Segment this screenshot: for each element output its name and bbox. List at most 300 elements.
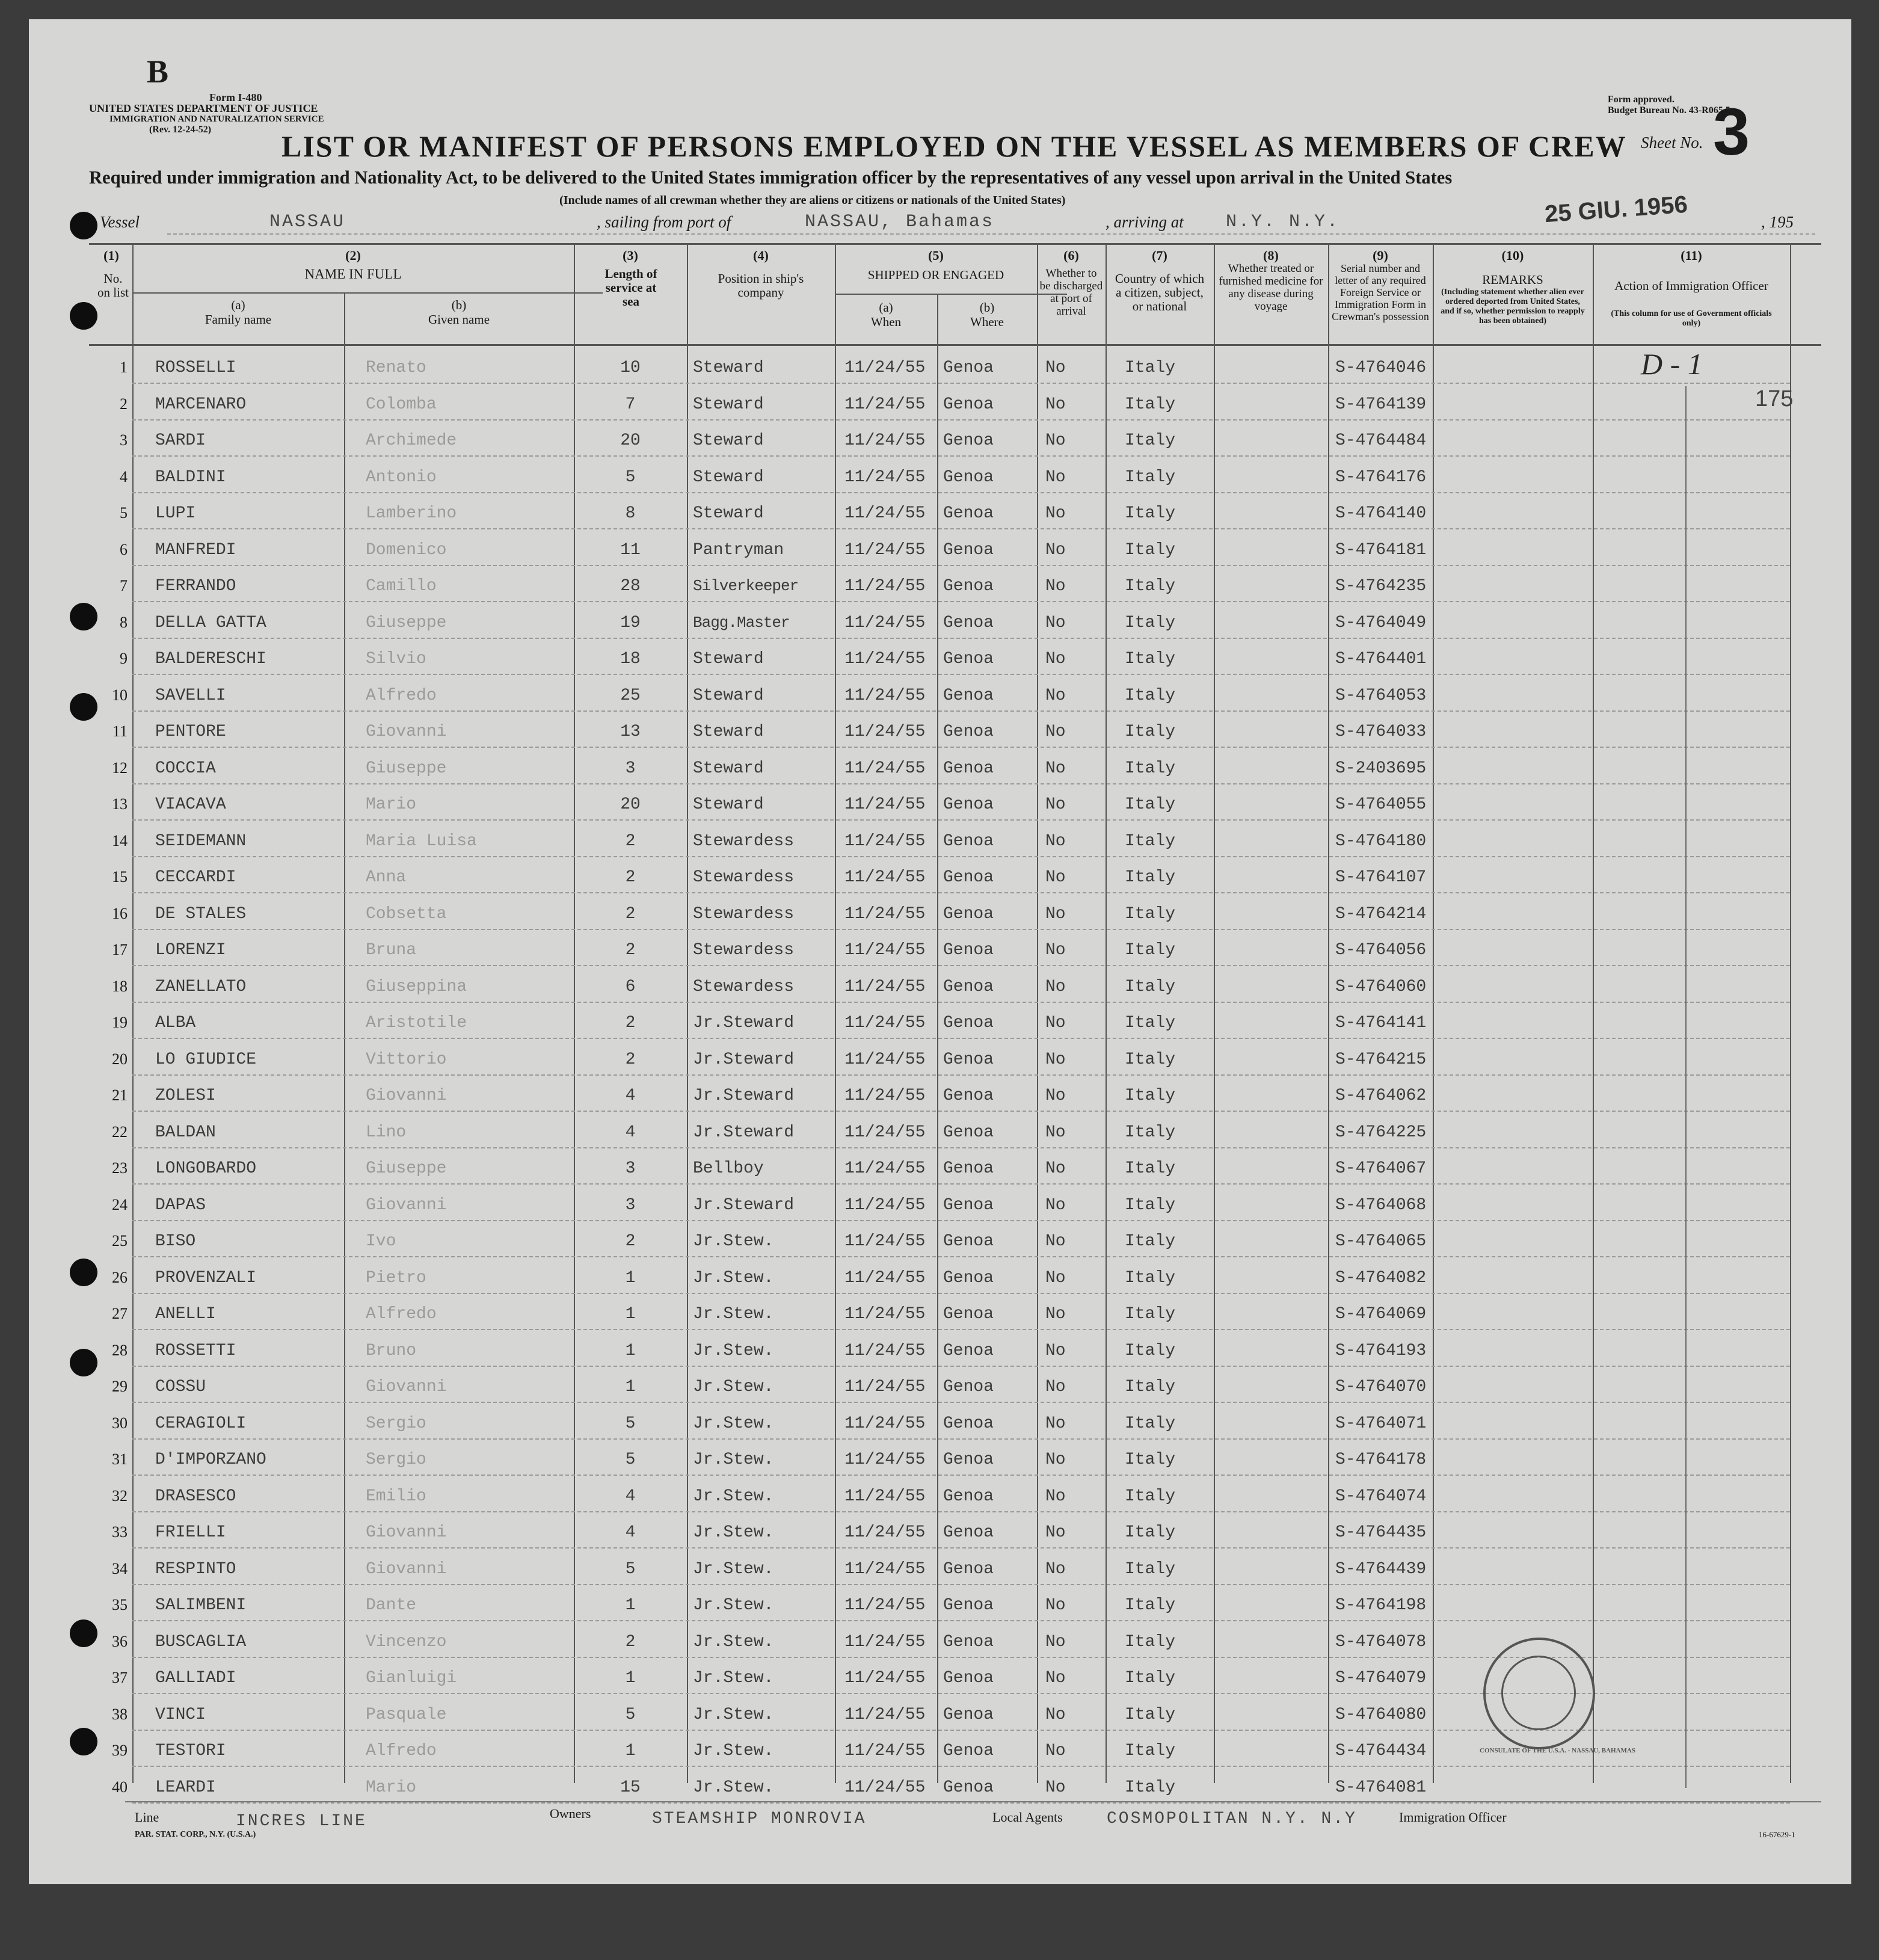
row-number: 37	[112, 1669, 128, 1686]
shipped-when: 11/24/55	[844, 577, 926, 596]
given-name: Cobsetta	[366, 904, 447, 923]
shipped-where: Genoa	[943, 1450, 994, 1469]
row-rule	[132, 1183, 1790, 1185]
family-name: ROSSETTI	[155, 1341, 236, 1360]
given-name: Alfredo	[366, 1305, 437, 1324]
country: Italy	[1125, 1378, 1176, 1396]
col-2b-header: Given name	[428, 312, 490, 327]
shipped-where: Genoa	[943, 904, 994, 923]
shipped-when: 11/24/55	[844, 1414, 926, 1433]
row-rule	[132, 674, 1790, 675]
shipped-where: Genoa	[943, 1705, 994, 1724]
serial-number: S-4764484	[1335, 431, 1427, 450]
shipped-when: 11/24/55	[844, 1778, 926, 1797]
row-number: 2	[120, 395, 128, 413]
service-length: 5	[625, 1414, 636, 1433]
department: UNITED STATES DEPARTMENT OF JUSTICE	[89, 102, 318, 114]
printer-line: PAR. STAT. CORP., N.Y. (U.S.A.)	[135, 1830, 256, 1839]
serial-number: S-4764193	[1335, 1341, 1427, 1360]
shipped-when: 11/24/55	[844, 1742, 926, 1760]
discharge: No	[1045, 1086, 1066, 1105]
position: Jr.Stew.	[693, 1450, 774, 1469]
discharge: No	[1045, 1305, 1066, 1324]
discharge: No	[1045, 941, 1066, 960]
discharge: No	[1045, 1014, 1066, 1032]
position: Steward	[693, 467, 764, 487]
punch-hole	[70, 302, 97, 330]
row-rule	[132, 1584, 1790, 1585]
position: Jr.Stew.	[693, 1341, 774, 1360]
discharge: No	[1045, 1742, 1066, 1760]
shipped-where: Genoa	[943, 1414, 994, 1433]
service-length: 8	[625, 504, 636, 523]
sheet-number-label: Sheet No.	[1641, 134, 1703, 152]
officer-label: Immigration Officer	[1399, 1810, 1507, 1825]
country: Italy	[1125, 540, 1176, 559]
serial-number: S-2403695	[1335, 759, 1427, 778]
shipped-where: Genoa	[943, 977, 994, 996]
shipped-when: 11/24/55	[844, 977, 926, 996]
row-rule	[132, 819, 1790, 821]
row-number: 1	[120, 359, 128, 376]
shipped-when: 11/24/55	[844, 1632, 926, 1651]
shipped-where: Genoa	[943, 795, 994, 814]
position: Pantryman	[693, 540, 784, 559]
given-name: Giovanni	[366, 1559, 447, 1579]
serial-number: S-4764074	[1335, 1487, 1427, 1506]
manifest-sheet	[29, 19, 1851, 1884]
serial-number: S-4764439	[1335, 1559, 1427, 1579]
row-number: 21	[112, 1086, 128, 1104]
service-length: 18	[620, 650, 641, 668]
position: Jr.Stew.	[693, 1596, 774, 1615]
shipped-where: Genoa	[943, 1487, 994, 1506]
given-name: Giuseppe	[366, 613, 447, 632]
family-name: MANFREDI	[155, 540, 236, 559]
shipped-when: 11/24/55	[844, 1596, 926, 1615]
given-name: Ivo	[366, 1232, 396, 1251]
given-name: Pasquale	[366, 1705, 447, 1724]
discharge: No	[1045, 1523, 1066, 1542]
col-5a-number: (a)	[879, 300, 893, 315]
shipped-when: 11/24/55	[844, 1014, 926, 1032]
position: Stewardess	[693, 977, 795, 996]
row-rule	[132, 1147, 1790, 1148]
family-name: BISO	[155, 1232, 196, 1251]
service-length: 2	[625, 1632, 636, 1651]
service: IMMIGRATION AND NATURALIZATION SERVICE	[109, 114, 324, 124]
shipped-where: Genoa	[943, 759, 994, 778]
service-length: 2	[625, 1232, 636, 1251]
form-approved: Form approved.	[1608, 94, 1674, 105]
row-rule	[132, 1766, 1790, 1767]
shipped-when: 11/24/55	[844, 723, 926, 741]
col-4-header: Position in ship's company	[718, 271, 804, 300]
country: Italy	[1125, 650, 1176, 668]
country: Italy	[1125, 904, 1176, 923]
row-number: 9	[120, 650, 128, 667]
col-5a-header: When	[870, 315, 902, 329]
position: Jr.Stew.	[693, 1378, 774, 1396]
country: Italy	[1125, 1341, 1176, 1360]
family-name: LEARDI	[155, 1778, 216, 1797]
row-number: 40	[112, 1778, 128, 1796]
country: Italy	[1125, 686, 1176, 705]
col-11-note: (This column for use of Government officials only)	[1611, 309, 1772, 328]
shipped-where: Genoa	[943, 431, 994, 450]
row-rule	[132, 1293, 1790, 1294]
row-number: 12	[112, 759, 128, 777]
row-number: 5	[120, 504, 128, 522]
service-length: 4	[625, 1123, 636, 1142]
family-name: ZANELLATO	[155, 977, 247, 996]
discharge: No	[1045, 1232, 1066, 1251]
family-name: SARDI	[155, 431, 206, 450]
shipped-when: 11/24/55	[844, 1123, 926, 1142]
position: Steward	[693, 686, 764, 705]
service-length: 4	[625, 1523, 636, 1542]
given-name: Gianluigi	[366, 1669, 457, 1687]
row-number: 19	[112, 1014, 128, 1031]
service-length: 10	[620, 359, 641, 377]
country: Italy	[1125, 1414, 1176, 1433]
service-length: 1	[625, 1378, 636, 1396]
row-rule	[132, 1511, 1790, 1512]
col-6-header: Whether to be discharged at port of arrival	[1039, 267, 1103, 318]
position: Steward	[693, 359, 764, 377]
position: Steward	[693, 795, 764, 814]
row-number: 4	[120, 467, 128, 485]
action-mark: D - 1	[1641, 347, 1703, 381]
given-name: Giuseppe	[366, 759, 447, 778]
shipped-where: Genoa	[943, 1341, 994, 1360]
shipped-when: 11/24/55	[844, 1450, 926, 1469]
row-rule	[132, 747, 1790, 748]
shipped-when: 11/24/55	[844, 1268, 926, 1287]
family-name: ALBA	[155, 1014, 196, 1032]
row-number: 20	[112, 1050, 128, 1068]
given-name: Giovanni	[366, 723, 447, 741]
family-name: BUSCAGLIA	[155, 1632, 247, 1651]
row-rule	[132, 419, 1790, 421]
family-name: MARCENARO	[155, 395, 247, 414]
position: Steward	[693, 759, 764, 778]
position: Steward	[693, 650, 764, 668]
given-name: Mario	[366, 1778, 417, 1797]
discharge: No	[1045, 1159, 1066, 1178]
shipped-where: Genoa	[943, 1050, 994, 1069]
serial-number: S-4764069	[1335, 1305, 1427, 1324]
row-number: 16	[112, 904, 128, 922]
shipped-where: Genoa	[943, 1669, 994, 1687]
country: Italy	[1125, 868, 1176, 887]
discharge: No	[1045, 504, 1066, 523]
position: Jr.Steward	[693, 1014, 795, 1032]
col-10-number: (10)	[1501, 248, 1524, 263]
family-name: PENTORE	[155, 723, 226, 741]
shipped-where: Genoa	[943, 831, 994, 851]
family-name: CECCARDI	[155, 868, 236, 887]
position: Jr.Stew.	[693, 1559, 774, 1579]
consular-stamp	[1480, 1638, 1635, 1754]
shipped-where: Genoa	[943, 686, 994, 705]
row-rule	[132, 455, 1790, 457]
include-note: (Include names of all crewman whether they are aliens or citizens or nationals of the United States)	[559, 194, 1066, 207]
row-number: 34	[112, 1559, 128, 1577]
country: Italy	[1125, 1778, 1176, 1797]
service-length: 3	[625, 1195, 636, 1215]
country: Italy	[1125, 1195, 1176, 1215]
service-length: 2	[625, 1014, 636, 1032]
country: Italy	[1125, 1268, 1176, 1287]
given-name: Archimede	[366, 431, 457, 450]
given-name: Bruna	[366, 941, 417, 960]
row-number: 13	[112, 795, 128, 813]
stamp-text: CONSULATE OF THE U.S.A. · NASSAU, BAHAMAS	[1480, 1747, 1635, 1754]
discharge: No	[1045, 686, 1066, 705]
arriving-label: , arriving at	[1106, 213, 1184, 231]
family-name: FRIELLI	[155, 1523, 226, 1542]
shipped-when: 11/24/55	[844, 467, 926, 487]
family-name: SALIMBENI	[155, 1596, 247, 1615]
given-name: Vittorio	[366, 1050, 447, 1069]
given-name: Aristotile	[366, 1014, 467, 1032]
sheet-number: 3	[1713, 95, 1750, 169]
shipped-where: Genoa	[943, 1378, 994, 1396]
service-length: 7	[625, 395, 636, 414]
punch-hole	[70, 1259, 97, 1286]
family-name: BALDAN	[155, 1123, 216, 1142]
shipped-where: Genoa	[943, 467, 994, 487]
country: Italy	[1125, 467, 1176, 487]
row-rule	[132, 856, 1790, 857]
given-name: Domenico	[366, 540, 447, 559]
serial-number: S-4764060	[1335, 977, 1427, 996]
country: Italy	[1125, 1305, 1176, 1324]
line-name: INCRES LINE	[236, 1812, 367, 1831]
serial-number: S-4764055	[1335, 795, 1427, 814]
shipped-when: 11/24/55	[844, 431, 926, 450]
position: Jr.Stew.	[693, 1305, 774, 1324]
serial-number: S-4764435	[1335, 1523, 1427, 1542]
discharge: No	[1045, 1632, 1066, 1651]
col-3-number: (3)	[623, 248, 638, 263]
position: Jr.Steward	[693, 1195, 795, 1215]
shipped-where: Genoa	[943, 868, 994, 887]
position: Steward	[693, 431, 764, 450]
col-8-number: (8)	[1263, 248, 1279, 263]
shipped-when: 11/24/55	[844, 1086, 926, 1105]
col-2b-number: (b)	[451, 298, 467, 312]
serial-number: S-4764107	[1335, 868, 1427, 887]
family-name: SEIDEMANN	[155, 831, 247, 851]
position: Jr.Stew.	[693, 1414, 774, 1433]
row-number: 36	[112, 1632, 128, 1650]
arrival-port: N.Y. N.Y.	[1226, 212, 1340, 232]
shipped-where: Genoa	[943, 1523, 994, 1542]
row-number: 27	[112, 1305, 128, 1322]
serial-number: S-4764434	[1335, 1742, 1427, 1760]
shipped-where: Genoa	[943, 1559, 994, 1579]
service-length: 2	[625, 941, 636, 960]
service-length: 20	[620, 431, 641, 450]
col-8-header: Whether treated or furnished medicine for any disease during voyage	[1219, 262, 1323, 313]
position: Stewardess	[693, 868, 795, 887]
row-rule	[132, 1074, 1790, 1076]
family-name: ZOLESI	[155, 1086, 216, 1105]
given-name: Giuseppina	[366, 977, 467, 996]
family-name: COCCIA	[155, 759, 216, 778]
owners-name: STEAMSHIP MONROVIA	[652, 1810, 867, 1828]
shipped-when: 11/24/55	[844, 504, 926, 523]
shipped-when: 11/24/55	[844, 1232, 926, 1251]
shipped-when: 11/24/55	[844, 1487, 926, 1506]
row-number: 33	[112, 1523, 128, 1541]
row-rule	[132, 1256, 1790, 1257]
shipped-where: Genoa	[943, 723, 994, 741]
discharge: No	[1045, 1378, 1066, 1396]
departure-port: NASSAU, Bahamas	[805, 212, 995, 232]
country: Italy	[1125, 1123, 1176, 1142]
service-length: 1	[625, 1305, 636, 1324]
sailing-label: , sailing from port of	[597, 213, 731, 231]
col-7-header: Country of which a citizen, subject, or national	[1115, 271, 1205, 313]
shipped-when: 11/24/55	[844, 831, 926, 851]
row-number: 7	[120, 577, 128, 594]
discharge: No	[1045, 395, 1066, 414]
shipped-when: 11/24/55	[844, 686, 926, 705]
family-name: LUPI	[155, 504, 196, 523]
shipped-when: 11/24/55	[844, 1559, 926, 1579]
row-number: 39	[112, 1742, 128, 1759]
discharge: No	[1045, 613, 1066, 632]
given-name: Giovanni	[366, 1086, 447, 1105]
serial-number: S-4764078	[1335, 1632, 1427, 1651]
row-number: 11	[112, 723, 128, 740]
position: Steward	[693, 504, 764, 523]
shipped-when: 11/24/55	[844, 759, 926, 778]
row-number: 10	[112, 686, 128, 704]
service-length: 5	[625, 1705, 636, 1724]
family-name: DRASESCO	[155, 1487, 236, 1506]
discharge: No	[1045, 1123, 1066, 1142]
family-name: SAVELLI	[155, 686, 226, 705]
serial-number: S-4764046	[1335, 359, 1427, 377]
given-name: Lamberino	[366, 504, 457, 523]
corner-mark: B	[147, 54, 169, 90]
service-length: 28	[620, 577, 641, 596]
given-name: Giuseppe	[366, 1159, 447, 1178]
position: Steward	[693, 723, 764, 741]
shipped-where: Genoa	[943, 941, 994, 960]
serial-number: S-4764215	[1335, 1050, 1427, 1069]
discharge: No	[1045, 1487, 1066, 1506]
country: Italy	[1125, 1705, 1176, 1724]
page-title: LIST OR MANIFEST OF PERSONS EMPLOYED ON THE VESSEL AS MEMBERS OF CREW	[281, 129, 1627, 163]
family-name: DELLA GATTA	[155, 613, 266, 632]
serial-number: S-4764198	[1335, 1596, 1427, 1615]
service-length: 5	[625, 1450, 636, 1469]
country: Italy	[1125, 941, 1176, 960]
serial-number: S-4764079	[1335, 1669, 1427, 1687]
country: Italy	[1125, 1487, 1176, 1506]
owners-label: Owners	[550, 1806, 591, 1821]
given-name: Giovanni	[366, 1523, 447, 1542]
shipped-where: Genoa	[943, 1195, 994, 1215]
position: Jr.Stew.	[693, 1487, 774, 1506]
row-number: 25	[112, 1232, 128, 1250]
family-name: D'IMPORZANO	[155, 1450, 266, 1469]
family-name: PROVENZALI	[155, 1268, 257, 1287]
family-name: TESTORI	[155, 1742, 226, 1760]
serial-number: S-4764056	[1335, 941, 1427, 960]
shipped-when: 11/24/55	[844, 1050, 926, 1069]
service-length: 25	[620, 686, 641, 705]
punch-hole	[70, 1349, 97, 1376]
discharge: No	[1045, 1268, 1066, 1287]
service-length: 5	[625, 467, 636, 487]
serial-number: S-4764176	[1335, 467, 1427, 487]
position: Jr.Steward	[693, 1050, 795, 1069]
shipped-where: Genoa	[943, 1232, 994, 1251]
country: Italy	[1125, 1450, 1176, 1469]
row-number: 23	[112, 1159, 128, 1177]
service-length: 1	[625, 1742, 636, 1760]
col-5b-header: Where	[970, 315, 1004, 329]
country: Italy	[1125, 1559, 1176, 1579]
discharge: No	[1045, 831, 1066, 851]
row-rule	[132, 1402, 1790, 1403]
punch-hole	[70, 1619, 97, 1647]
country: Italy	[1125, 1669, 1176, 1687]
serial-number: S-4764225	[1335, 1123, 1427, 1142]
country: Italy	[1125, 1742, 1176, 1760]
discharge: No	[1045, 1414, 1066, 1433]
shipped-where: Genoa	[943, 1123, 994, 1142]
shipped-where: Genoa	[943, 1268, 994, 1287]
shipped-where: Genoa	[943, 1305, 994, 1324]
given-name: Giovanni	[366, 1195, 447, 1215]
serial-number: S-4764139	[1335, 395, 1427, 414]
row-number: 35	[112, 1596, 128, 1613]
serial-number: S-4764081	[1335, 1778, 1427, 1797]
shipped-when: 11/24/55	[844, 941, 926, 960]
shipped-where: Genoa	[943, 1778, 994, 1797]
shipped-where: Genoa	[943, 1596, 994, 1615]
serial-number: S-4764053	[1335, 686, 1427, 705]
col-7-number: (7)	[1152, 248, 1167, 263]
position: Stewardess	[693, 831, 795, 851]
serial-number: S-4764141	[1335, 1014, 1427, 1032]
given-name: Silvio	[366, 650, 426, 668]
family-name: GALLIADI	[155, 1669, 236, 1687]
country: Italy	[1125, 577, 1176, 596]
service-length: 13	[620, 723, 641, 741]
family-name: BALDERESCHI	[155, 650, 266, 668]
country: Italy	[1125, 1086, 1176, 1105]
family-name: COSSU	[155, 1378, 206, 1396]
given-name: Antonio	[366, 467, 437, 487]
service-length: 4	[625, 1487, 636, 1506]
col-2a-header: Family name	[205, 312, 272, 327]
row-number: 38	[112, 1705, 128, 1723]
row-rule	[132, 1111, 1790, 1112]
given-name: Renato	[366, 359, 426, 377]
shipped-where: Genoa	[943, 359, 994, 377]
row-rule	[132, 1547, 1790, 1549]
row-rule	[132, 1329, 1790, 1330]
given-name: Giovanni	[366, 1378, 447, 1396]
